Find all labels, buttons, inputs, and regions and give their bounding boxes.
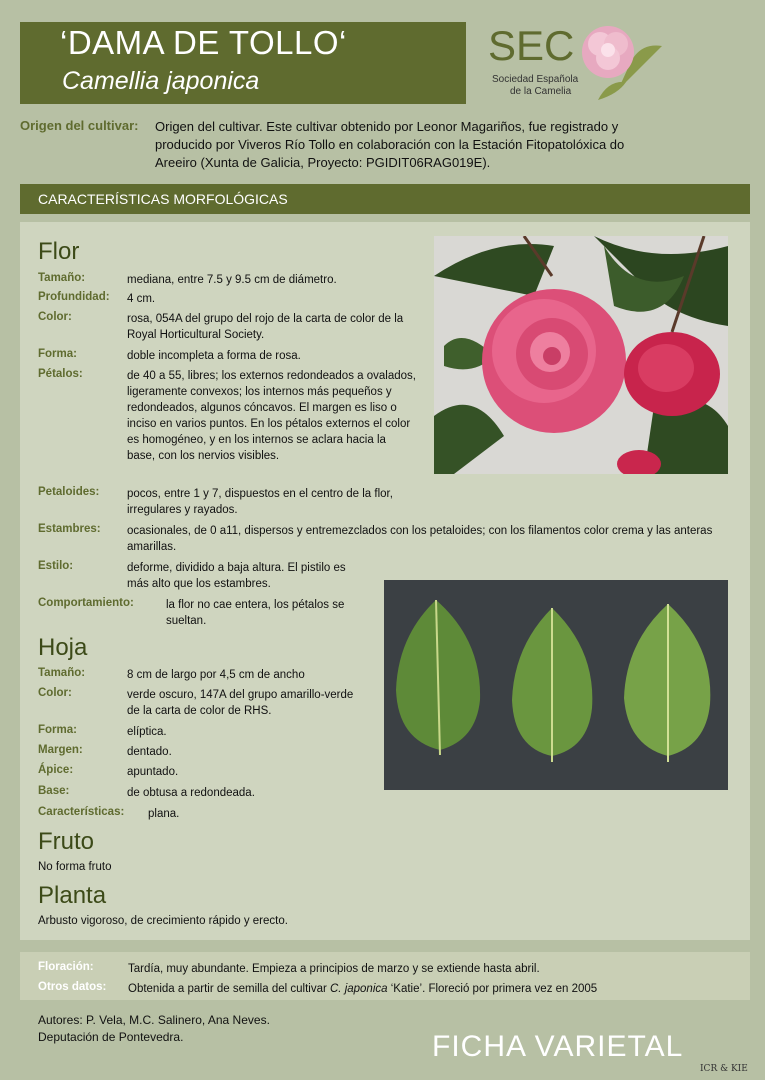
title-box bbox=[20, 22, 466, 104]
floracion-value: Tardía, muy abundante. Empieza a principios de marzo y se extiende hasta abril. bbox=[128, 963, 540, 975]
flor-heading: Flor bbox=[38, 238, 80, 265]
hoja-apex-value: apuntado. bbox=[127, 766, 179, 778]
flor-form-label: Forma: bbox=[38, 348, 77, 360]
hoja-features-label: Características: bbox=[38, 806, 125, 818]
hoja-heading: Hoja bbox=[38, 634, 88, 661]
flor-petals-label: Pétalos: bbox=[38, 368, 83, 380]
section-bar bbox=[20, 184, 750, 214]
hoja-size-value: 8 cm de largo por 4,5 cm de ancho bbox=[127, 669, 305, 681]
flor-form-value: doble incompleta a forma de rosa. bbox=[127, 350, 301, 362]
logo-sec-text: SEC bbox=[488, 22, 575, 69]
ficha-varietal-title: FICHA VARIETAL bbox=[432, 1030, 684, 1063]
camellia-logo-icon bbox=[578, 20, 668, 104]
flor-stamens-value: ocasionales, de 0 a11, dispersos y entremezclados con los petaloides; con los filamentos color crema y las anteras amarillas. bbox=[127, 525, 713, 553]
otros-datos-species: C. japonica bbox=[330, 983, 388, 995]
hoja-form-label: Forma: bbox=[38, 724, 77, 736]
fruto-heading: Fruto bbox=[38, 828, 95, 855]
logo-line-2: de la Camelia bbox=[510, 86, 572, 97]
planta-text: Arbusto vigoroso, de crecimiento rápido y erecto. bbox=[38, 915, 288, 927]
origin-label: Origen del cultivar: bbox=[20, 118, 139, 133]
flor-color-value: rosa, 054A del grupo del rojo de la carta de color de la Royal Horticultural Society. bbox=[127, 313, 404, 341]
flor-stamens-label: Estambres: bbox=[38, 523, 101, 535]
bottom-info-bar bbox=[20, 952, 750, 1000]
flor-behaviour-label: Comportamiento: bbox=[38, 597, 134, 609]
flor-style-label: Estilo: bbox=[38, 560, 74, 572]
authors-line-2: Deputación de Pontevedra. bbox=[38, 1030, 184, 1044]
hoja-margin-value: dentado. bbox=[127, 746, 172, 758]
otros-datos-label: Otros datos: bbox=[38, 981, 107, 993]
hoja-color-label: Color: bbox=[38, 687, 72, 699]
leaves-photo bbox=[384, 580, 728, 790]
flor-petaloids-label: Petaloides: bbox=[38, 486, 100, 498]
otros-datos-value bbox=[128, 981, 738, 997]
flor-size-value: mediana, entre 7.5 y 9.5 cm de diámetro. bbox=[127, 274, 337, 286]
origin-line-1: Origen del cultivar. Este cultivar obtenido por Leonor Magariños, fue registrado y bbox=[155, 119, 619, 134]
sec-logo bbox=[482, 20, 672, 110]
hoja-features-value: plana. bbox=[148, 808, 180, 820]
origin-line-2: producido por Viveros Río Tollo en colaboración con la Estación Fitopatolóxica do bbox=[155, 137, 625, 152]
camellia-leaves-image bbox=[384, 580, 728, 790]
flor-color-label: Color: bbox=[38, 311, 72, 323]
flor-depth-label: Profundidad: bbox=[38, 291, 110, 303]
watermark: ICR & KIE bbox=[700, 1064, 748, 1074]
planta-heading: Planta bbox=[38, 882, 107, 909]
authors-line-1: Autores: P. Vela, M.C. Salinero, Ana Neves. bbox=[38, 1013, 270, 1027]
flor-petals-value: de 40 a 55, libres; los externos redondeados a ovalados, ligeramente convexos; los internos más pequeños y redondeados, algunos cóncavos. El margen es liso o inciso en varios puntos. En los pétalos externos el color es homogéneo, y en los internos se aclara hacia la base, con los nervios visibles. bbox=[127, 370, 416, 462]
species-subtitle: Camellia japonica bbox=[62, 67, 260, 95]
hoja-color-value: verde oscuro, 147A del grupo amarillo-verde de la carta de color de RHS. bbox=[127, 689, 354, 717]
otros-datos-text-pre: Obtenida a partir de semilla del cultivar bbox=[128, 983, 330, 995]
flor-behaviour-value: la flor no cae entera, los pétalos se sueltan. bbox=[166, 599, 345, 627]
morphology-panel bbox=[20, 222, 750, 940]
fruto-text: No forma fruto bbox=[38, 861, 112, 873]
flower-photo bbox=[434, 236, 728, 474]
origin-text bbox=[155, 118, 735, 172]
floracion-label: Floración: bbox=[38, 961, 94, 973]
camellia-flower-image bbox=[434, 236, 728, 474]
flor-depth-value: 4 cm. bbox=[127, 293, 156, 305]
hoja-apex-label: Ápice: bbox=[38, 764, 74, 776]
hoja-base-label: Base: bbox=[38, 785, 70, 797]
flor-petaloids-value: pocos, entre 1 y 7, dispuestos en el centro de la flor, irregulares y rayados. bbox=[127, 488, 393, 516]
hoja-size-label: Tamaño: bbox=[38, 667, 86, 679]
cultivar-title: ‘DAMA DE TOLLO‘ bbox=[60, 24, 347, 61]
flor-size-label: Tamaño: bbox=[38, 272, 86, 284]
hoja-base-value: de obtusa a redondeada. bbox=[127, 787, 255, 799]
flor-style-value: deforme, dividido a baja altura. El pistilo es más alto que los estambres. bbox=[127, 562, 346, 590]
logo-line-1: Sociedad Española bbox=[492, 74, 579, 85]
otros-datos-text-post: ‘Katie’. Floreció por primera vez en 2005 bbox=[387, 983, 598, 995]
hoja-margin-label: Margen: bbox=[38, 744, 83, 756]
hoja-form-value: elíptica. bbox=[127, 726, 167, 738]
origin-line-3: Areeiro (Xunta de Galicia, Proyecto: PGIDIT06RAG019E). bbox=[155, 155, 491, 170]
authors-block bbox=[38, 1012, 270, 1046]
section-title: CARACTERÍSTICAS MORFOLÓGICAS bbox=[38, 191, 288, 207]
